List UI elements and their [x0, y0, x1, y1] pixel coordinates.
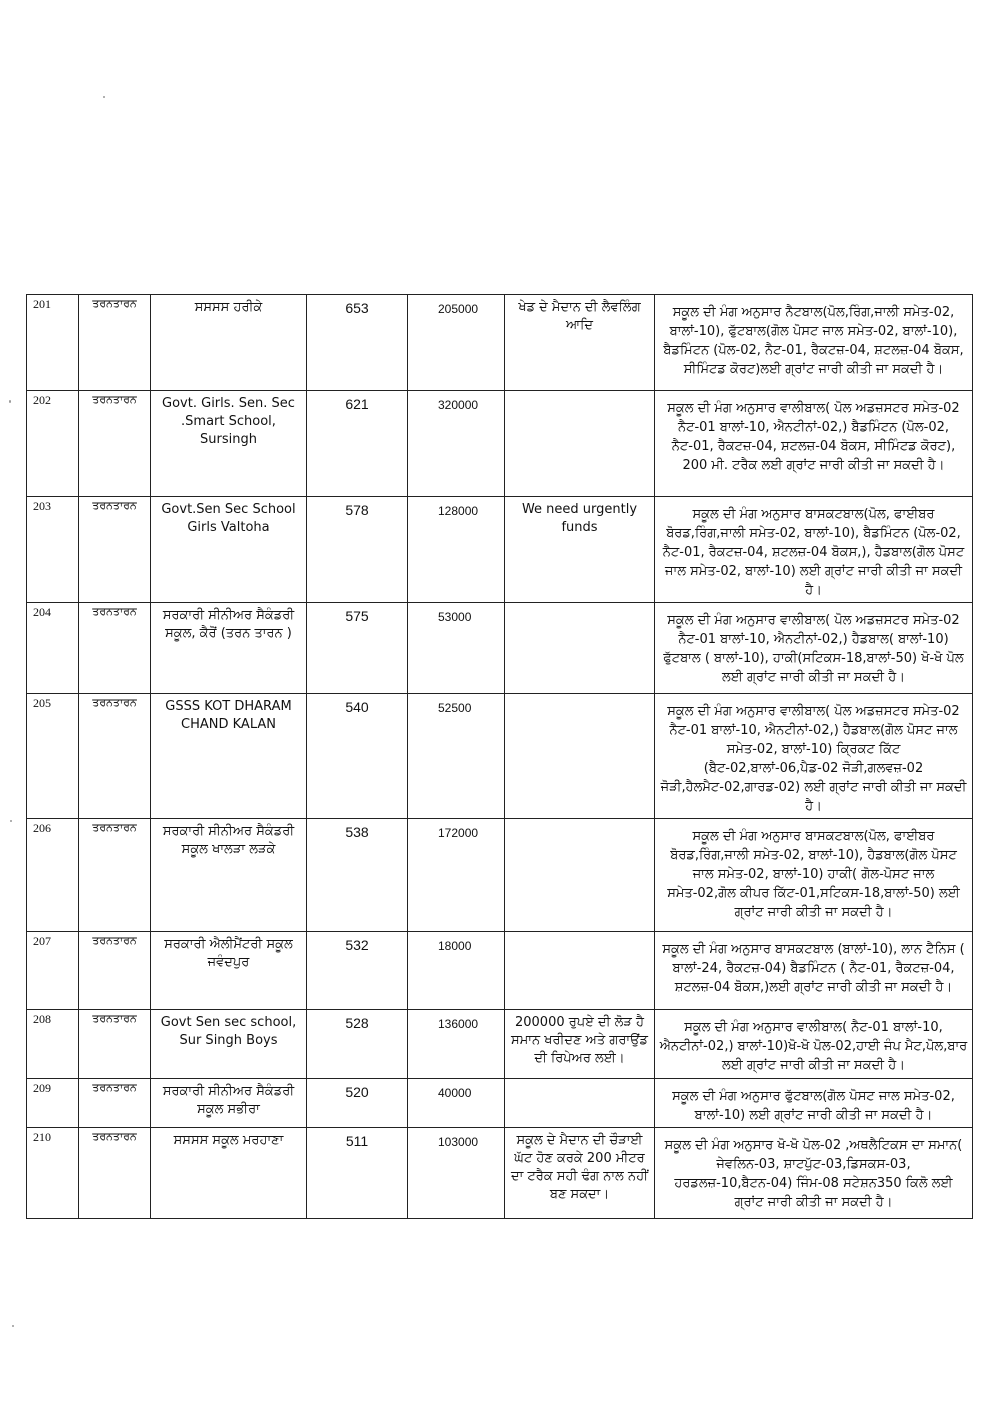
- student-count: 520: [307, 1079, 408, 1128]
- grant-remark: ਸਕੂਲ ਦੀ ਮੰਗ ਅਨੁਸਾਰ ਖੋ-ਖੋ ਪੋਲ-02 ,ਅਥਲੈਟਿਕਸ ਦਾ ਸਮਾਨ( ਜੇਵਲਿਨ-03, ਸ਼ਾਟਪੁੱਟ-03,ਡਿਸਕਸ-03, ਹਰਡਲਜ਼-10,ਬੈਟਨ-04) ਜਿੰਮ-08 ਸਟੇਸ਼ਨ350 ਕਿਲੋ ਲਈ ਗ੍ਰਾਂਟ ਜਾਰੀ ਕੀਤੀ ਜਾ ਸਕਦੀ ਹੈ।: [655, 1128, 973, 1219]
- table-row: [27, 694, 973, 819]
- table-row: [27, 932, 973, 1010]
- table-row: [27, 391, 973, 497]
- school-demand: We need urgently funds: [505, 497, 655, 603]
- school-demand: [505, 391, 655, 497]
- table-row: [27, 1128, 973, 1219]
- student-count: 528: [307, 1010, 408, 1079]
- grant-amount: 136000: [408, 1010, 505, 1079]
- district-name: ਤਰਨਤਾਰਨ: [79, 295, 151, 391]
- district-name: ਤਰਨਤਾਰਨ: [79, 1010, 151, 1079]
- student-count: 578: [307, 497, 408, 603]
- table-row: [27, 497, 973, 603]
- grant-remark: ਸਕੂਲ ਦੀ ਮੰਗ ਅਨੁਸਾਰ ਵਾਲੀਬਾਲ( ਪੋਲ ਅਡਜ਼ਸਟਰ ਸਮੇਤ-02 ਨੈਟ-01 ਬਾਲਾਂ-10, ਐਨਟੀਨਾਂ-02,) ਹੈਡਬਾਲ(ਗੋਲ ਪੋਸਟ ਜਾਲ ਸਮੇਤ-02, ਬਾਲਾਂ-10) ਕ੍ਰਿਕਟ ਕਿੱਟ (ਬੈਟ-02,ਬਾਲਾਂ-06,ਪੈਡ-02 ਜੋੜੀ,ਗਲਵਜ਼-02 ਜੋੜੀ,ਹੈਲਮੈਟ-02,ਗਾਰਡ-02) ਲਈ ਗ੍ਰਾਂਟ ਜਾਰੀ ਕੀਤੀ ਜਾ ਸਕਦੀ ਹੈ।: [655, 694, 973, 819]
- scan-speck: [10, 820, 12, 822]
- student-count: 511: [307, 1128, 408, 1219]
- district-name: ਤਰਨਤਾਰਨ: [79, 1079, 151, 1128]
- school-demand: [505, 603, 655, 694]
- student-count: 540: [307, 694, 408, 819]
- district-name: ਤਰਨਤਾਰਨ: [79, 819, 151, 932]
- serial-number: 207: [27, 932, 79, 1010]
- school-name: ਸਸਸਸ ਹਰੀਕੇ: [151, 295, 307, 391]
- table-row: [27, 603, 973, 694]
- grant-table: [26, 294, 973, 1219]
- school-name: GSSS KOT DHARAM CHAND KALAN: [151, 694, 307, 819]
- serial-number: 204: [27, 603, 79, 694]
- district-name: ਤਰਨਤਾਰਨ: [79, 932, 151, 1010]
- district-name: ਤਰਨਤਾਰਨ: [79, 603, 151, 694]
- school-demand: 200000 ਰੁਪਏ ਦੀ ਲੋੜ ਹੈ ਸਮਾਨ ਖਰੀਦਣ ਅਤੇ ਗਰਾਉਂਡ ਦੀ ਰਿਪੇਅਰ ਲਈ।: [505, 1010, 655, 1079]
- school-name: Govt. Girls. Sen. Sec .Smart School, Sursingh: [151, 391, 307, 497]
- grant-remark: ਸਕੂਲ ਦੀ ਮੰਗ ਅਨੁਸਾਰ ਨੈਟਬਾਲ(ਪੋਲ,ਰਿੰਗ,ਜਾਲੀ ਸਮੇਤ-02, ਬਾਲਾਂ-10), ਫੁੱਟਬਾਲ(ਗੋਲ ਪੋਸਟ ਜਾਲ ਸਮੇਤ-02, ਬਾਲਾਂ-10), ਬੈਡਮਿੰਟਨ (ਪੋਲ-02, ਨੈਟ-01, ਰੈਕਟਜ਼-04, ਸ਼ਟਲਜ਼-04 ਬੋਕਸ, ਸੀਮਿੰਟਡ ਕੋਰਟ)ਲਈ ਗ੍ਰਾਂਟ ਜਾਰੀ ਕੀਤੀ ਜਾ ਸਕਦੀ ਹੈ।: [655, 295, 973, 391]
- scan-speck: [12, 1325, 14, 1327]
- scan-speck: [9, 400, 11, 403]
- student-count: 538: [307, 819, 408, 932]
- table-row: [27, 1010, 973, 1079]
- district-name: ਤਰਨਤਾਰਨ: [79, 391, 151, 497]
- school-name: ਸਰਕਾਰੀ ਸੀਨੀਅਰ ਸੈਕੰਡਰੀ ਸਕੂਲ ਖਾਲੜਾ ਲੜਕੇ: [151, 819, 307, 932]
- grant-amount: 205000: [408, 295, 505, 391]
- grant-remark: ਸਕੂਲ ਦੀ ਮੰਗ ਅਨੁਸਾਰ ਵਾਲੀਬਾਲ( ਨੈਟ-01 ਬਾਲਾਂ-10, ਐਨਟੀਨਾਂ-02,) ਬਾਲਾਂ-10)ਖੋ-ਖੋ ਪੋਲ-02,ਹਾਈ ਜੰਪ ਮੈਟ,ਪੋਲ,ਬਾਰ ਲਈ ਗ੍ਰਾਂਟ ਜਾਰੀ ਕੀਤੀ ਜਾ ਸਕਦੀ ਹੈ।: [655, 1010, 973, 1079]
- grant-remark: ਸਕੂਲ ਦੀ ਮੰਗ ਅਨੁਸਾਰ ਬਾਸਕਟਬਾਲ(ਪੋਲ, ਫਾਈਬਰ ਬੋਰਡ,ਰਿੰਗ,ਜਾਲੀ ਸਮੇਤ-02, ਬਾਲਾਂ-10), ਬੈਡਮਿੰਟਨ (ਪੋਲ-02, ਨੈਟ-01, ਰੈਕਟਜ਼-04, ਸ਼ਟਲਜ਼-04 ਬੋਕਸ,), ਹੈਡਬਾਲ(ਗੋਲ ਪੋਸਟ ਜਾਲ ਸਮੇਤ-02, ਬਾਲਾਂ-10) ਲਈ ਗ੍ਰਾਂਟ ਜਾਰੀ ਕੀਤੀ ਜਾ ਸਕਦੀ ਹੈ।: [655, 497, 973, 603]
- school-demand: [505, 1079, 655, 1128]
- school-demand: [505, 819, 655, 932]
- serial-number: 210: [27, 1128, 79, 1219]
- grant-amount: 103000: [408, 1128, 505, 1219]
- district-name: ਤਰਨਤਾਰਨ: [79, 1128, 151, 1219]
- table-body: [27, 295, 973, 1219]
- school-demand: [505, 694, 655, 819]
- serial-number: 208: [27, 1010, 79, 1079]
- grant-amount: 172000: [408, 819, 505, 932]
- grant-remark: ਸਕੂਲ ਦੀ ਮੰਗ ਅਨੁਸਾਰ ਬਾਸਕਟਬਾਲ (ਬਾਲਾਂ-10), ਲਾਨ ਟੈਨਿਸ ( ਬਾਲਾਂ-24, ਰੈਕਟਜ਼-04) ਬੈਡਮਿੰਟਨ ( ਨੈਟ-01, ਰੈਕਟਜ਼-04, ਸ਼ਟਲਜ਼-04 ਬੋਕਸ,)ਲਈ ਗ੍ਰਾਂਟ ਜਾਰੀ ਕੀਤੀ ਜਾ ਸਕਦੀ ਹੈ।: [655, 932, 973, 1010]
- district-name: ਤਰਨਤਾਰਨ: [79, 694, 151, 819]
- school-name: Govt Sen sec school, Sur Singh Boys: [151, 1010, 307, 1079]
- grant-remark: ਸਕੂਲ ਦੀ ਮੰਗ ਅਨੁਸਾਰ ਬਾਸਕਟਬਾਲ(ਪੋਲ, ਫਾਈਬਰ ਬੋਰਡ,ਰਿੰਗ,ਜਾਲੀ ਸਮੇਤ-02, ਬਾਲਾਂ-10), ਹੈਡਬਾਲ(ਗੋਲ ਪੋਸਟ ਜਾਲ ਸਮੇਤ-02, ਬਾਲਾਂ-10) ਹਾਕੀ( ਗੋਲ-ਪੋਸਟ ਜਾਲ ਸਮੇਤ-02,ਗੋਲ ਕੀਪਰ ਕਿੱਟ-01,ਸਟਿਕਸ-18,ਬਾਲਾਂ-50) ਲਈ ਗ੍ਰਾਂਟ ਜਾਰੀ ਕੀਤੀ ਜਾ ਸਕਦੀ ਹੈ।: [655, 819, 973, 932]
- serial-number: 201: [27, 295, 79, 391]
- school-name: ਸਰਕਾਰੀ ਸੀਨੀਅਰ ਸੈਕੰਡਰੀ ਸਕੂਲ ਸਭੀਰਾ: [151, 1079, 307, 1128]
- serial-number: 202: [27, 391, 79, 497]
- table-row: [27, 819, 973, 932]
- grant-remark: ਸਕੂਲ ਦੀ ਮੰਗ ਅਨੁਸਾਰ ਵਾਲੀਬਾਲ( ਪੋਲ ਅਡਜ਼ਸਟਰ ਸਮੇਤ-02 ਨੈਟ-01 ਬਾਲਾਂ-10, ਐਨਟੀਨਾਂ-02,) ਬੈਡਮਿੰਟਨ (ਪੋਲ-02, ਨੈਟ-01, ਰੈਕਟਜ਼-04, ਸ਼ਟਲਜ਼-04 ਬੋਕਸ, ਸੀਮਿੰਟਡ ਕੋਰਟ), 200 ਮੀ. ਟਰੈਕ ਲਈ ਗ੍ਰਾਂਟ ਜਾਰੀ ਕੀਤੀ ਜਾ ਸਕਦੀ ਹੈ।: [655, 391, 973, 497]
- serial-number: 209: [27, 1079, 79, 1128]
- serial-number: 206: [27, 819, 79, 932]
- student-count: 653: [307, 295, 408, 391]
- student-count: 575: [307, 603, 408, 694]
- school-name: Govt.Sen Sec School Girls Valtoha: [151, 497, 307, 603]
- district-name: ਤਰਨਤਾਰਨ: [79, 497, 151, 603]
- school-demand: ਸਕੂਲ ਦੇ ਮੈਦਾਨ ਦੀ ਚੌੜਾਈ ਘੱਟ ਹੋਣ ਕਰਕੇ 200 ਮੀਟਰ ਦਾ ਟਰੈਕ ਸਹੀ ਢੰਗ ਨਾਲ ਨਹੀਂ ਬਣ ਸਕਦਾ।: [505, 1128, 655, 1219]
- student-count: 621: [307, 391, 408, 497]
- serial-number: 205: [27, 694, 79, 819]
- school-demand: [505, 932, 655, 1010]
- grant-amount: 52500: [408, 694, 505, 819]
- grant-amount: 18000: [408, 932, 505, 1010]
- table-row: [27, 295, 973, 391]
- grant-remark: ਸਕੂਲ ਦੀ ਮੰਗ ਅਨੁਸਾਰ ਵਾਲੀਬਾਲ( ਪੋਲ ਅਡਜ਼ਸਟਰ ਸਮੇਤ-02 ਨੈਟ-01 ਬਾਲਾਂ-10, ਐਨਟੀਨਾਂ-02,) ਹੈਡਬਾਲ( ਬਾਲਾਂ-10) ਫੁੱਟਬਾਲ ( ਬਾਲਾਂ-10), ਹਾਕੀ(ਸਟਿਕਸ-18,ਬਾਲਾਂ-50) ਖੋ-ਖੋ ਪੋਲ ਲਈ ਗ੍ਰਾਂਟ ਜਾਰੀ ਕੀਤੀ ਜਾ ਸਕਦੀ ਹੈ।: [655, 603, 973, 694]
- school-demand: ਖੇਡ ਦੇ ਮੈਦਾਨ ਦੀ ਲੈਵਲਿੰਗ ਆਦਿ: [505, 295, 655, 391]
- grant-amount: 128000: [408, 497, 505, 603]
- school-name: ਸਰਕਾਰੀ ਐਲੀਮੈਂਟਰੀ ਸਕੂਲ ਜਵੰਦਪੁਰ: [151, 932, 307, 1010]
- grant-remark: ਸਕੂਲ ਦੀ ਮੰਗ ਅਨੁਸਾਰ ਫੁੱਟਬਾਲ(ਗੋਲ ਪੋਸਟ ਜਾਲ ਸਮੇਤ-02, ਬਾਲਾਂ-10) ਲਈ ਗ੍ਰਾਂਟ ਜਾਰੀ ਕੀਤੀ ਜਾ ਸਕਦੀ ਹੈ।: [655, 1079, 973, 1128]
- grant-amount: 40000: [408, 1079, 505, 1128]
- serial-number: 203: [27, 497, 79, 603]
- school-name: ਸਸਸਸ ਸਕੂਲ ਮਰਹਾਣਾ: [151, 1128, 307, 1219]
- grant-amount: 53000: [408, 603, 505, 694]
- school-name: ਸਰਕਾਰੀ ਸੀਨੀਅਰ ਸੈਕੰਡਰੀ ਸਕੂਲ, ਕੈਰੋਂ (ਤਰਨ ਤਾਰਨ ): [151, 603, 307, 694]
- student-count: 532: [307, 932, 408, 1010]
- table-row: [27, 1079, 973, 1128]
- grant-amount: 320000: [408, 391, 505, 497]
- scan-speck: [103, 96, 105, 98]
